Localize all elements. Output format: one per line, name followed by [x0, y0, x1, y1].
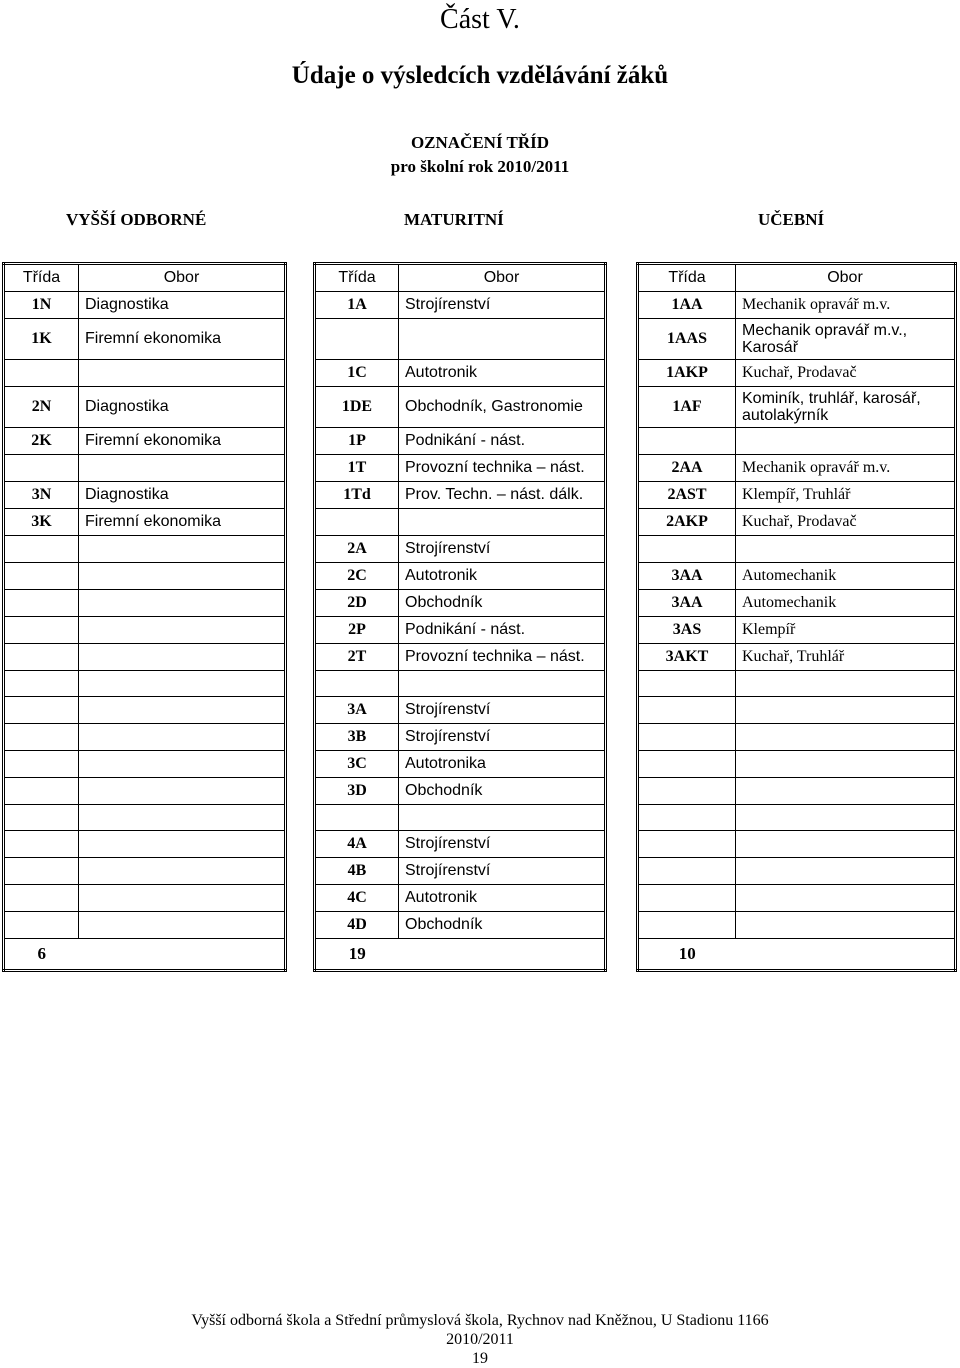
class-code: 3B	[315, 724, 399, 751]
table-row	[315, 590, 606, 617]
obor-name: Podnikání - nást.	[399, 428, 606, 455]
class-code: 2K	[4, 428, 79, 455]
class-code: 2A	[315, 536, 399, 563]
table-row	[638, 509, 956, 536]
class-code	[4, 455, 79, 482]
obor-name: Provozní technika – nást.	[399, 455, 606, 482]
obor-name: Automechanik	[736, 590, 956, 617]
obor-name: Obchodník	[399, 590, 606, 617]
class-code: 1N	[4, 292, 79, 319]
table-row	[638, 644, 956, 671]
empty-row	[4, 751, 286, 778]
table-row	[315, 858, 606, 885]
class-code: 1T	[315, 455, 399, 482]
obor-name: Autotronika	[399, 751, 606, 778]
table-row	[315, 482, 606, 509]
obor-name: Autotronik	[399, 885, 606, 912]
obor-name: Kominík, truhlář, karosář, autolakýrník	[736, 387, 956, 428]
footer-year: 2010/2011	[446, 1331, 514, 1348]
table-row	[315, 360, 606, 387]
class-code: 4C	[315, 885, 399, 912]
class-code: 2AA	[638, 455, 736, 482]
class-code: 3AA	[638, 563, 736, 590]
class-code: 2C	[315, 563, 399, 590]
empty-row	[638, 697, 956, 724]
class-code: 1C	[315, 360, 399, 387]
class-code: 1AA	[638, 292, 736, 319]
table-row	[638, 319, 956, 360]
header-row	[4, 264, 286, 292]
class-code: 3K	[4, 509, 79, 536]
empty-row	[4, 885, 286, 912]
empty-row	[315, 671, 606, 697]
obor-name	[736, 428, 956, 455]
obor-name: Obchodník	[399, 912, 606, 939]
class-code	[638, 536, 736, 563]
empty-row	[4, 858, 286, 885]
class-code: 1K	[4, 319, 79, 360]
table-row	[638, 482, 956, 509]
total-count: 10	[678, 944, 696, 963]
table-row	[315, 831, 606, 858]
obor-name: Podnikání - nást.	[399, 617, 606, 644]
class-code: 4B	[315, 858, 399, 885]
class-code	[315, 319, 399, 360]
table-row	[4, 292, 286, 319]
table-row	[638, 387, 956, 428]
obor-name: Autotronik	[399, 360, 606, 387]
table-row	[638, 590, 956, 617]
empty-row	[4, 831, 286, 858]
class-code: 3N	[4, 482, 79, 509]
table-row	[315, 536, 606, 563]
header-row	[315, 264, 606, 292]
table-row	[4, 509, 286, 536]
obor-name: Strojírenství	[399, 831, 606, 858]
obor-name: Diagnostika	[79, 292, 286, 319]
total-count: 6	[37, 944, 46, 963]
obor-name: Mechanik opravář m.v.	[736, 455, 956, 482]
obor-name	[399, 509, 606, 536]
obor-name: Strojírenství	[399, 858, 606, 885]
obor-name: Prov. Techn. – nást. dálk.	[399, 482, 606, 509]
empty-row	[4, 590, 286, 617]
header-trida: Třída	[638, 264, 736, 292]
obor-name: Autotronik	[399, 563, 606, 590]
class-code	[638, 428, 736, 455]
main-title: Údaje o výsledcích vzdělávání žáků	[291, 62, 669, 89]
table-row	[315, 697, 606, 724]
category-vyssi-odborne: VYŠŠÍ ODBORNÉ	[66, 210, 207, 229]
empty-row	[4, 644, 286, 671]
table-row	[315, 724, 606, 751]
class-code: 3A	[315, 697, 399, 724]
obor-name: Diagnostika	[79, 387, 286, 428]
table-row	[315, 319, 606, 360]
table-row	[4, 360, 286, 387]
table-row	[638, 536, 956, 563]
category-ucebni: UČEBNÍ	[758, 210, 825, 229]
class-code: 2AKP	[638, 509, 736, 536]
class-code: 3D	[315, 778, 399, 805]
empty-row	[638, 885, 956, 912]
header-row	[638, 264, 956, 292]
obor-name	[399, 319, 606, 360]
obor-name: Strojírenství	[399, 724, 606, 751]
class-code: 2T	[315, 644, 399, 671]
table-row	[315, 885, 606, 912]
subtitle-line-2: pro školní rok 2010/2011	[390, 157, 570, 176]
obor-name: Kuchař, Prodavač	[736, 360, 956, 387]
empty-row	[638, 778, 956, 805]
total-row	[4, 939, 286, 971]
header-obor: Obor	[736, 264, 956, 292]
empty-row	[638, 671, 956, 697]
empty-row	[4, 536, 286, 563]
table-row	[638, 563, 956, 590]
table-row	[315, 751, 606, 778]
class-code: 1DE	[315, 387, 399, 428]
table-row	[638, 292, 956, 319]
obor-name: Klempíř	[736, 617, 956, 644]
header-obor: Obor	[399, 264, 606, 292]
table-row	[315, 563, 606, 590]
class-code: 1P	[315, 428, 399, 455]
obor-name: Provozní technika – nást.	[399, 644, 606, 671]
class-code: 2P	[315, 617, 399, 644]
empty-row	[315, 805, 606, 831]
table-row	[315, 617, 606, 644]
empty-row	[4, 805, 286, 831]
class-code: 2N	[4, 387, 79, 428]
table-row	[638, 617, 956, 644]
obor-name: Obchodník	[399, 778, 606, 805]
table-row	[4, 319, 286, 360]
table-maturitni	[313, 262, 607, 972]
category-maturitni: MATURITNÍ	[404, 210, 504, 229]
page-number: 19	[472, 1350, 488, 1367]
table-row	[4, 428, 286, 455]
table-row	[315, 428, 606, 455]
empty-row	[4, 778, 286, 805]
empty-row	[638, 805, 956, 831]
class-code: 3AS	[638, 617, 736, 644]
empty-row	[638, 724, 956, 751]
total-count: 19	[348, 944, 366, 963]
obor-name: Klempíř, Truhlář	[736, 482, 956, 509]
header-obor: Obor	[79, 264, 286, 292]
obor-name: Mechanik opravář m.v., Karosář	[736, 319, 956, 360]
obor-name: Firemní ekonomika	[79, 428, 286, 455]
empty-row	[4, 563, 286, 590]
obor-name: Diagnostika	[79, 482, 286, 509]
subtitle-line-1: OZNAČENÍ TŘÍD	[410, 133, 550, 152]
class-code: 4D	[315, 912, 399, 939]
table-row	[315, 912, 606, 939]
empty-row	[638, 751, 956, 778]
empty-row	[4, 617, 286, 644]
obor-name	[79, 360, 286, 387]
table-row	[315, 387, 606, 428]
obor-name: Kuchař, Truhlář	[736, 644, 956, 671]
table-row	[638, 428, 956, 455]
obor-name: Strojírenství	[399, 292, 606, 319]
table-row	[638, 360, 956, 387]
class-code: 3AA	[638, 590, 736, 617]
empty-row	[4, 724, 286, 751]
table-row	[315, 778, 606, 805]
obor-name: Strojírenství	[399, 536, 606, 563]
class-code: 2D	[315, 590, 399, 617]
header-trida: Třída	[315, 264, 399, 292]
empty-row	[4, 671, 286, 697]
obor-name: Mechanik opravář m.v.	[736, 292, 956, 319]
subtitle	[0, 131, 960, 179]
class-code: 1Td	[315, 482, 399, 509]
class-code: 1AF	[638, 387, 736, 428]
page-footer	[0, 1311, 960, 1368]
table-row	[4, 387, 286, 428]
obor-name	[79, 455, 286, 482]
table-row	[4, 455, 286, 482]
table-row	[638, 455, 956, 482]
class-code: 4A	[315, 831, 399, 858]
class-code: 2AST	[638, 482, 736, 509]
table-row	[315, 455, 606, 482]
table-row	[315, 509, 606, 536]
empty-row	[638, 858, 956, 885]
class-code: 1AAS	[638, 319, 736, 360]
empty-row	[4, 697, 286, 724]
table-row	[4, 482, 286, 509]
empty-row	[4, 912, 286, 939]
table-row	[315, 292, 606, 319]
obor-name: Firemní ekonomika	[79, 319, 286, 360]
footer-school: Vyšší odborná škola a Střední průmyslová škola, Rychnov nad Kněžnou, U Stadionu 1166	[191, 1312, 769, 1329]
header-trida: Třída	[4, 264, 79, 292]
obor-name: Kuchař, Prodavač	[736, 509, 956, 536]
total-row	[638, 939, 956, 971]
table-row	[315, 644, 606, 671]
class-code	[315, 509, 399, 536]
class-code: 3AKT	[638, 644, 736, 671]
table-ucebni	[636, 262, 957, 972]
obor-name: Strojírenství	[399, 697, 606, 724]
obor-name: Obchodník, Gastronomie	[399, 387, 606, 428]
class-code: 1A	[315, 292, 399, 319]
empty-row	[638, 912, 956, 939]
part-title: Část V.	[440, 4, 520, 35]
class-code: 1AKP	[638, 360, 736, 387]
obor-name: Firemní ekonomika	[79, 509, 286, 536]
empty-row	[638, 831, 956, 858]
class-code	[4, 360, 79, 387]
total-row	[315, 939, 606, 971]
class-code: 3C	[315, 751, 399, 778]
obor-name: Automechanik	[736, 563, 956, 590]
obor-name	[736, 536, 956, 563]
table-vyssi-odborne	[2, 262, 287, 972]
